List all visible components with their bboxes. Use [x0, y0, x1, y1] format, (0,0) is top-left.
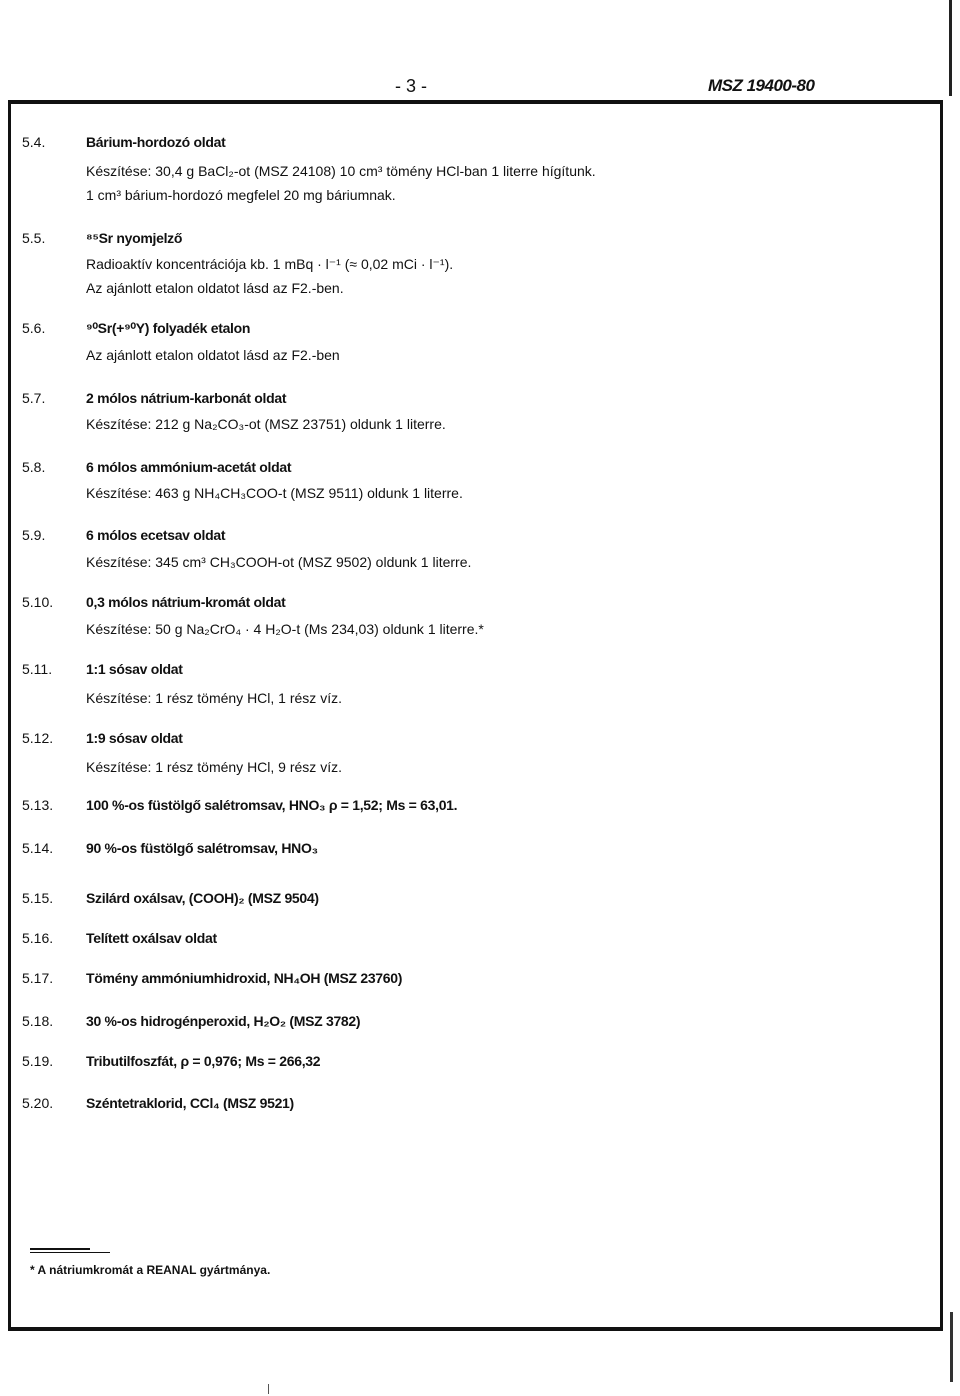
section-title: 100 %-os füstölgő salétromsav, HNO₃ ρ = 1,52; Ms = 63,01. [86, 797, 458, 813]
section-title: Tributilfoszfát, ρ = 0,976; Ms = 266,32 [86, 1053, 321, 1069]
section-title: Tömény ammóniumhidroxid, NH₄OH (MSZ 23760) [86, 970, 403, 986]
section-title: ⁹⁰Sr(+⁹⁰Y) folyadék etalon [86, 320, 251, 336]
section-line: Készítése: 1 rész tömény HCl, 1 rész víz. [86, 690, 342, 706]
section-number: 5.14. [22, 840, 54, 856]
section-line: Készítése: 212 g Na₂CO₃-ot (MSZ 23751) oldunk 1 literre. [86, 416, 446, 432]
section-title: Széntetraklorid, CCl₄ (MSZ 9521) [86, 1095, 294, 1111]
section-title: Telített oxálsav oldat [86, 930, 217, 946]
section-line: Radioaktív koncentrációja kb. 1 mBq · l⁻¹ (≈ 0,02 mCi · l⁻¹). [86, 256, 454, 272]
footnote: * A nátriumkromát a REANAL gyártmánya. [30, 1263, 271, 1277]
section-line: Az ajánlott etalon oldatot lásd az F2.-ben. [86, 280, 344, 296]
section-line: Az ajánlott etalon oldatot lásd az F2.-ben [86, 347, 340, 363]
section-title: 2 mólos nátrium-karbonát oldat [86, 390, 287, 406]
section-number: 5.16. [22, 930, 54, 946]
footnote-rule-thin [30, 1252, 110, 1253]
section-number: 5.18. [22, 1013, 54, 1029]
section-title: 30 %-os hidrogénperoxid, H₂O₂ (MSZ 3782) [86, 1013, 361, 1029]
section-title: Szilárd oxálsav, (COOH)₂ (MSZ 9504) [86, 890, 319, 906]
section-number: 5.15. [22, 890, 54, 906]
section-number: 5.13. [22, 797, 54, 813]
margin-rule-top [949, 0, 952, 96]
section-number: 5.19. [22, 1053, 54, 1069]
section-title: 90 %-os füstölgő salétromsav, HNO₃ [86, 840, 318, 856]
section-number: 5.20. [22, 1095, 54, 1111]
section-title: 0,3 mólos nátrium-kromát oldat [86, 594, 286, 610]
footnote-rule [30, 1248, 90, 1250]
section-title: Bárium-hordozó oldat [86, 134, 226, 150]
section-number: 5.6. [22, 320, 46, 336]
section-number: 5.4. [22, 134, 46, 150]
section-line: 1 cm³ bárium-hordozó megfelel 20 mg báriumnak. [86, 187, 396, 203]
section-number: 5.5. [22, 230, 46, 246]
page-number: - 3 - [395, 76, 428, 96]
section-number: 5.12. [22, 730, 54, 746]
section-line: Készítése: 345 cm³ CH₃COOH-ot (MSZ 9502) oldunk 1 literre. [86, 554, 472, 570]
section-line: Készítése: 463 g NH₄CH₃COO-t (MSZ 9511) oldunk 1 literre. [86, 485, 463, 501]
section-title: 6 mólos ammónium-acetát oldat [86, 459, 292, 475]
section-title: 1:9 sósav oldat [86, 730, 183, 746]
section-number: 5.9. [22, 527, 46, 543]
section-line: Készítése: 1 rész tömény HCl, 9 rész víz. [86, 759, 342, 775]
section-line: Készítése: 30,4 g BaCl₂-ot (MSZ 24108) 10 cm³ tömény HCl-ban 1 literre hígítunk. [86, 163, 596, 179]
margin-tick [268, 1384, 269, 1394]
section-title: 1:1 sósav oldat [86, 661, 183, 677]
section-line: Készítése: 50 g Na₂CrO₄ · 4 H₂O-t (Ms 234,03) oldunk 1 literre.* [86, 621, 484, 637]
section-number: 5.17. [22, 970, 54, 986]
section-title: 6 mólos ecetsav oldat [86, 527, 226, 543]
section-number: 5.8. [22, 459, 46, 475]
standard-code: MSZ 19400-80 [708, 76, 815, 95]
section-number: 5.11. [22, 661, 53, 677]
section-number: 5.7. [22, 390, 46, 406]
margin-rule-bottom [950, 1312, 953, 1382]
section-title: ⁸⁵Sr nyomjelző [86, 230, 183, 246]
section-number: 5.10. [22, 594, 54, 610]
